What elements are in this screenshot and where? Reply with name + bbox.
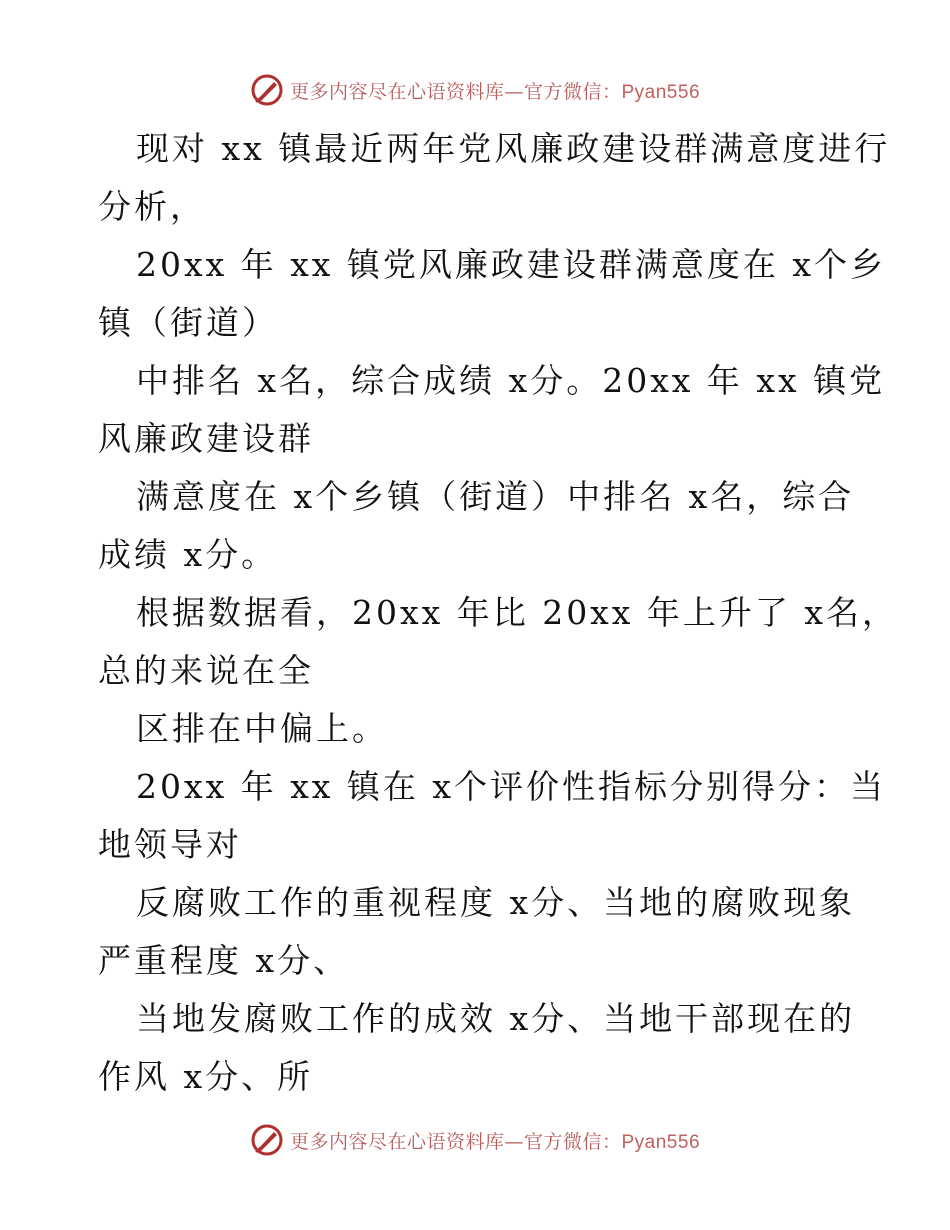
text-line: 作风 x分、所 [98,1057,314,1096]
text-line: 满意度在 x个乡镇（街道）中排名 x名，综合 [136,477,855,516]
text-line: 地领导对 [98,825,242,864]
text-line: 严重程度 x分、 [98,941,350,980]
watermark-text [290,77,700,104]
text-line: 中排名 x名，综合成绩 x分。20xx 年 xx 镇党 [136,361,886,400]
quill-logo-icon [250,1123,284,1157]
text-line: 镇（街道） [98,303,278,342]
text-line: 现对 xx 镇最近两年党风廉政建设群满意度进行 [136,129,891,168]
watermark-label: 更多内容尽在心语资料库—官方微信： [289,80,622,103]
text-line: 成绩 x分。 [98,535,278,574]
text-line: 根据数据看，20xx 年比 20xx 年上升了 x名， [136,593,898,632]
document-body [98,120,898,1106]
text-line: 分析， [98,187,206,226]
text-line: 总的来说在全 [98,651,314,690]
watermark-label: 更多内容尽在心语资料库—官方微信： [289,1130,622,1153]
text-line: 20xx 年 xx 镇在 x个评价性指标分别得分：当 [136,767,887,806]
quill-logo-icon [250,73,284,107]
watermark-wechat-id: Pyan556 [621,1131,701,1153]
footer-watermark [0,1120,950,1160]
watermark-text [290,1127,700,1154]
text-line: 反腐败工作的重视程度 x分、当地的腐败现象 [136,883,856,922]
text-line: 区排在中偏上。 [136,709,388,748]
header-watermark [0,70,950,110]
text-line: 风廉政建设群 [98,419,314,458]
watermark-wechat-id: Pyan556 [621,81,701,103]
text-line: 20xx 年 xx 镇党风廉政建设群满意度在 x个乡 [136,245,887,284]
text-line: 当地发腐败工作的成效 x分、当地干部现在的 [136,999,856,1038]
